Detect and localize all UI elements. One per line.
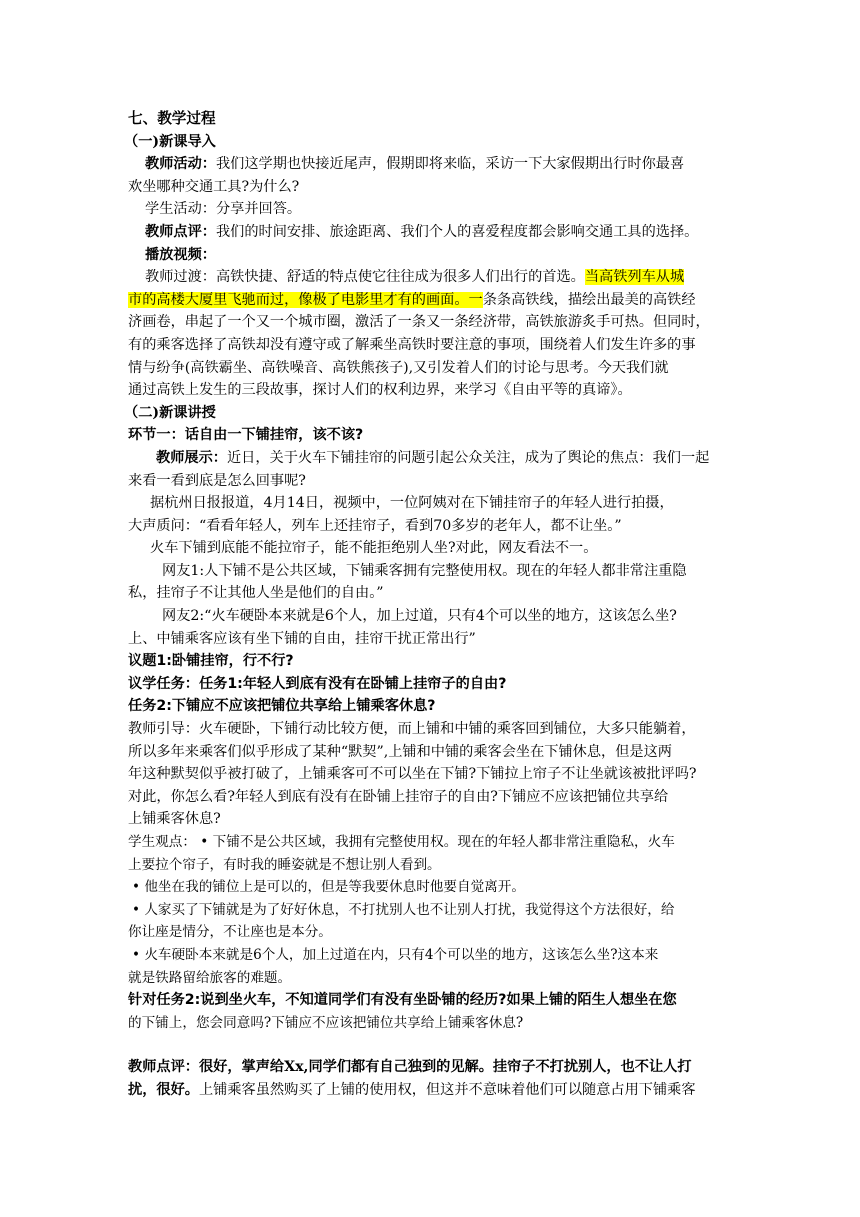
paragraph-transition-1 (128, 266, 742, 289)
text-transition-a: 教师过渡：高铁快捷、舒适的特点使它往往成为很多人们出行的首选。 (145, 269, 585, 286)
paragraph-news-report: 据杭州日报报道，4月14日，视频中，一位阿姨对在下铺挂帘子的年轻人进行拍摄， (150, 495, 674, 512)
paragraph-student-activity: 学生活动：分享并回答。 (145, 201, 302, 218)
student-view-2: • 他坐在我的铺位上是可以的，但是等我要休息时他要自觉离开。 (132, 879, 525, 896)
highlight-text-2: 市的高楼大厦里飞驰而过，像极了电影里才有的画面。一 (128, 291, 483, 308)
text-comment-normal: 上铺乘客虽然购买了上铺的使用权，但这并不意味着他们可以随意占用下铺乘客 (198, 1081, 696, 1098)
paragraph-teacher-guide-5: 上铺乘客休息? (128, 811, 221, 828)
task-two-discussion: 针对任务2:说到坐火车，不知道同学们有没有坐卧铺的经历?如果上铺的陌生人想坐在您 (128, 992, 677, 1009)
paragraph-opinions-differ: 火车下铺到底能不能拉帘子，能不能拒绝别人坐?对此，网友看法不一。 (150, 540, 598, 557)
blank-line (128, 1034, 742, 1056)
paragraph-teacher-activity (128, 153, 742, 176)
student-view-1-cont: 上要拉个帘子，有时我的睡姿就是不想让别人看到。 (128, 856, 441, 873)
label-teacher-activity: 教师活动： (145, 156, 216, 173)
task-two: 任务2:下铺应不应该把铺位共享给上铺乘客休息? (128, 698, 436, 715)
paragraph-transition-6: 通过高铁上发生的三段故事，探讨人们的权利边界，来学习《自由平等的真谛》。 (128, 382, 632, 399)
paragraph-teacher-comment (128, 221, 742, 244)
paragraph-transition-4: 有的乘客选择了高铁却没有遵守或了解乘坐高铁时要注意的事项，围绕着人们发生许多的事 (128, 336, 696, 353)
subsection-new-lesson: （二)新课讲授 (124, 404, 216, 421)
paragraph-netizen-2: 网友2:“火车硬卧本来就是6个人，加上过道，只有4个可以坐的地方，这该怎么坐? (162, 608, 677, 625)
task-two-discussion-cont: 的下铺上，您会同意吗?下铺应不应该把铺位共享给上铺乘客休息? (128, 1014, 524, 1031)
student-view-3: • 人家买了下铺就是为了好好休息，不打扰别人也不让别人打扰，我觉得这个方法很好，给 (132, 901, 675, 918)
paragraph-netizen-1: 网友1:人下铺不是公共区域，下铺乘客拥有完整使用权。现在的年轻人都非常注重隐 (162, 562, 687, 579)
paragraph-teacher-guide-1: 教师引导：火车硬卧，下铺行动比较方便，而上铺和中铺的乘客回到铺位，大多只能躺着， (128, 721, 696, 738)
text-transition-b: 条条高铁线，描绘出最美的高铁经 (482, 291, 696, 308)
text-teacher-show: 近日，关于火车下铺挂帘的问题引起公众关注，成为了舆论的焦点：我们一起 (226, 449, 710, 466)
subsection-new-lesson-intro: （一)新课导入 (124, 133, 216, 150)
paragraph-teacher-show-cont: 来看一看到底是怎么回事呢? (128, 472, 306, 489)
paragraph-netizen-1-cont: 私，挂帘子不让其他人坐是他们的自由。” (128, 585, 384, 602)
teacher-comment-final: 教师点评：很好，掌声给Xx,同学们都有自己独到的见解。挂帘子不打扰别人，也不让人打 (128, 1059, 692, 1076)
teacher-comment-final-cont (128, 1079, 742, 1102)
segment-one-title: 环节一：话自由一下铺挂帘，该不该? (128, 427, 364, 444)
paragraph-transition-5: 情与纷争(高铁霸坐、高铁噪音、高铁熊孩子),又引发着人们的讨论与思考。今天我们就 (128, 359, 669, 376)
student-view-3-cont: 你让座是情分，不让座也是本分。 (128, 924, 332, 941)
document-page (124, 108, 742, 1102)
label-teacher-show: 教师展示： (156, 449, 227, 466)
student-view-4: • 火车硬卧本来就是6个人，加上过道在内，只有4个可以坐的地方，这该怎么坐?这本来 (132, 946, 659, 963)
paragraph-teacher-activity-cont: 欢坐哪种交通工具?为什么? (128, 178, 300, 195)
text-teacher-comment: 我们的时间安排、旅途距离、我们个人的喜爱程度都会影响交通工具的选择。 (215, 223, 699, 240)
text-teacher-activity: 我们这学期也快接近尾声，假期即将来临，采访一下大家假期出行时你最喜 (215, 156, 685, 173)
task-one: 议学任务：任务1:年轻人到底有没有在卧铺上挂帘子的自由? (128, 675, 507, 692)
paragraph-teacher-show (128, 447, 742, 470)
paragraph-teacher-guide-2: 所以多年来乘客们似乎形成了某种“默契”,上铺和中铺的乘客会坐在下铺休息，但是这两 (128, 743, 672, 760)
paragraph-teacher-guide-4: 对此，你怎么看?年轻人到底有没有在卧铺上挂帘子的自由?下铺应不应该把铺位共享给 (128, 788, 669, 805)
highlight-text-1: 当高铁列车从城 (584, 269, 685, 286)
section-heading-teaching-process: 七、教学过程 (128, 110, 216, 127)
text-comment-bold: 扰，很好。 (128, 1081, 199, 1098)
student-view-4-cont: 就是铁路留给旅客的难题。 (128, 969, 292, 986)
label-teacher-comment: 教师点评： (145, 223, 216, 240)
paragraph-news-report-cont: 大声质问：“看看年轻人，列车上还挂帘子，看到70多岁的老年人，都不让坐。” (128, 517, 622, 534)
paragraph-teacher-guide-3: 年这种默契似乎被打破了，上铺乘客可不可以坐在下铺?下铺拉上帘子不让坐就该被批评吗? (128, 766, 697, 783)
play-video-label: 播放视频： (145, 246, 216, 263)
paragraph-netizen-2-cont: 上、中铺乘客应该有坐下铺的自由，挂帘干扰正常出行” (128, 630, 476, 647)
student-view-1: 学生观点： • 下铺不是公共区域，我拥有完整使用权。现在的年轻人都非常注重隐私，火车 (128, 834, 675, 850)
topic-one-title: 议题1:卧铺挂帘，行不行? (128, 653, 294, 670)
paragraph-transition-2 (128, 289, 742, 312)
paragraph-transition-3: 济画卷，串起了一个又一个城市圈，激活了一条又一条经济带，高铁旅游炙手可热。但同时， (128, 314, 710, 331)
